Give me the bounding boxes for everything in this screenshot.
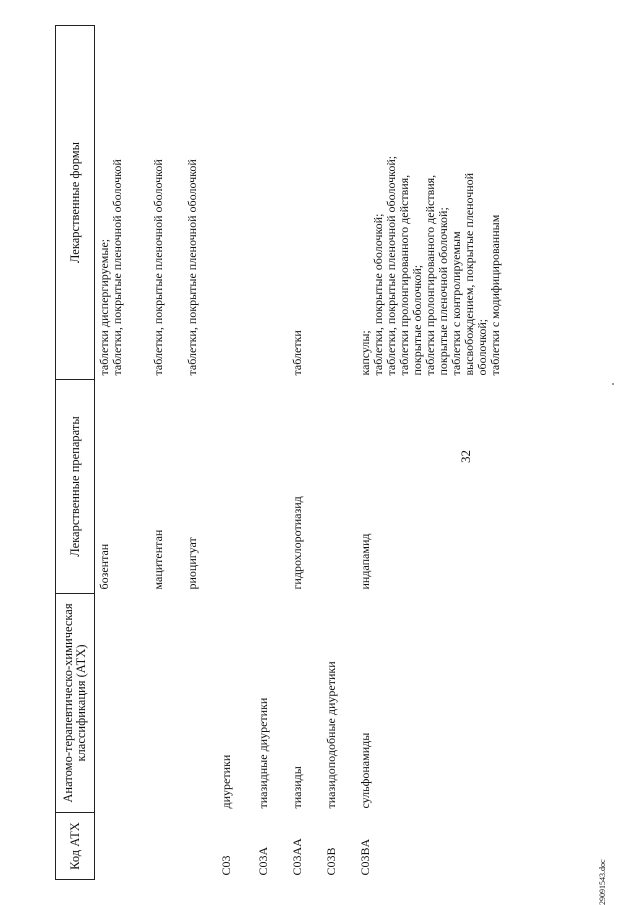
cell-drug [322, 380, 356, 594]
cell-code: C03A [255, 846, 270, 876]
cell-drug [217, 380, 254, 594]
cell-classification: сульфонамиды [357, 732, 372, 809]
table-row [356, 26, 505, 880]
cell-classification [183, 594, 217, 813]
cell-forms [322, 26, 356, 380]
header-classification: Анатомо-терапевтическо-химическая классификация (АТХ) [56, 594, 95, 813]
cell-forms: таблетки [289, 330, 304, 376]
header-drugs: Лекарственные препараты [56, 380, 95, 594]
atc-table [55, 25, 505, 880]
table-row [254, 26, 288, 880]
cell-drug [254, 380, 288, 594]
cell-code: C03BA [357, 838, 372, 876]
cell-code [183, 813, 217, 880]
scan-dot [612, 383, 614, 385]
cell-code [95, 813, 149, 880]
cell-forms [217, 26, 254, 380]
table-row [183, 26, 217, 880]
cell-drug: бозентан [97, 543, 111, 590]
cell-code [149, 813, 183, 880]
page-number: 32 [458, 450, 473, 463]
table-row [217, 26, 254, 880]
cell-drug: мацитентан [150, 529, 165, 590]
cell-forms: таблетки, покрытые пленочной оболочкой [184, 159, 199, 376]
cell-forms: таблетки диспергируемые; таблетки, покрытые пленочной оболочкой [97, 159, 124, 376]
cell-forms: капсулы; таблетки, покрытые оболочкой; таблетки, покрытые пленочной оболочкой; таблетки пролонгированного действия, покрытые оболочкой; таблетки пролонгированного действия, покрытые пленочной оболочкой; таблетки с контролируемым высвобождением, покрытые пленочной оболочкой; таблетки с модифицированным [357, 155, 502, 376]
cell-classification: диуретики [218, 754, 233, 809]
table-row [149, 26, 183, 880]
header-row [56, 26, 95, 880]
header-code: Код АТХ [56, 813, 95, 880]
cell-code: C03AA [289, 838, 304, 876]
cell-classification [95, 594, 149, 813]
cell-forms: таблетки, покрытые пленочной оболочкой [150, 159, 165, 376]
cell-classification: тиазидоподобные диуретики [323, 661, 338, 809]
table-row [322, 26, 356, 880]
cell-classification [149, 594, 183, 813]
cell-drug: гидрохлоротиазид [289, 496, 304, 590]
cell-classification: тиазиды [289, 766, 304, 809]
cell-classification: тиазидные диуретики [255, 697, 270, 809]
header-forms: Лекарственные формы [56, 26, 95, 380]
table-row [95, 26, 149, 880]
table-row [288, 26, 322, 880]
cell-code: C03 [218, 855, 233, 876]
cell-code: C03B [323, 847, 338, 876]
cell-drug: индапамид [357, 533, 372, 590]
cell-forms [254, 26, 288, 380]
file-footer: 29091543.doc [598, 859, 607, 905]
cell-drug: риоцигуат [184, 537, 199, 590]
